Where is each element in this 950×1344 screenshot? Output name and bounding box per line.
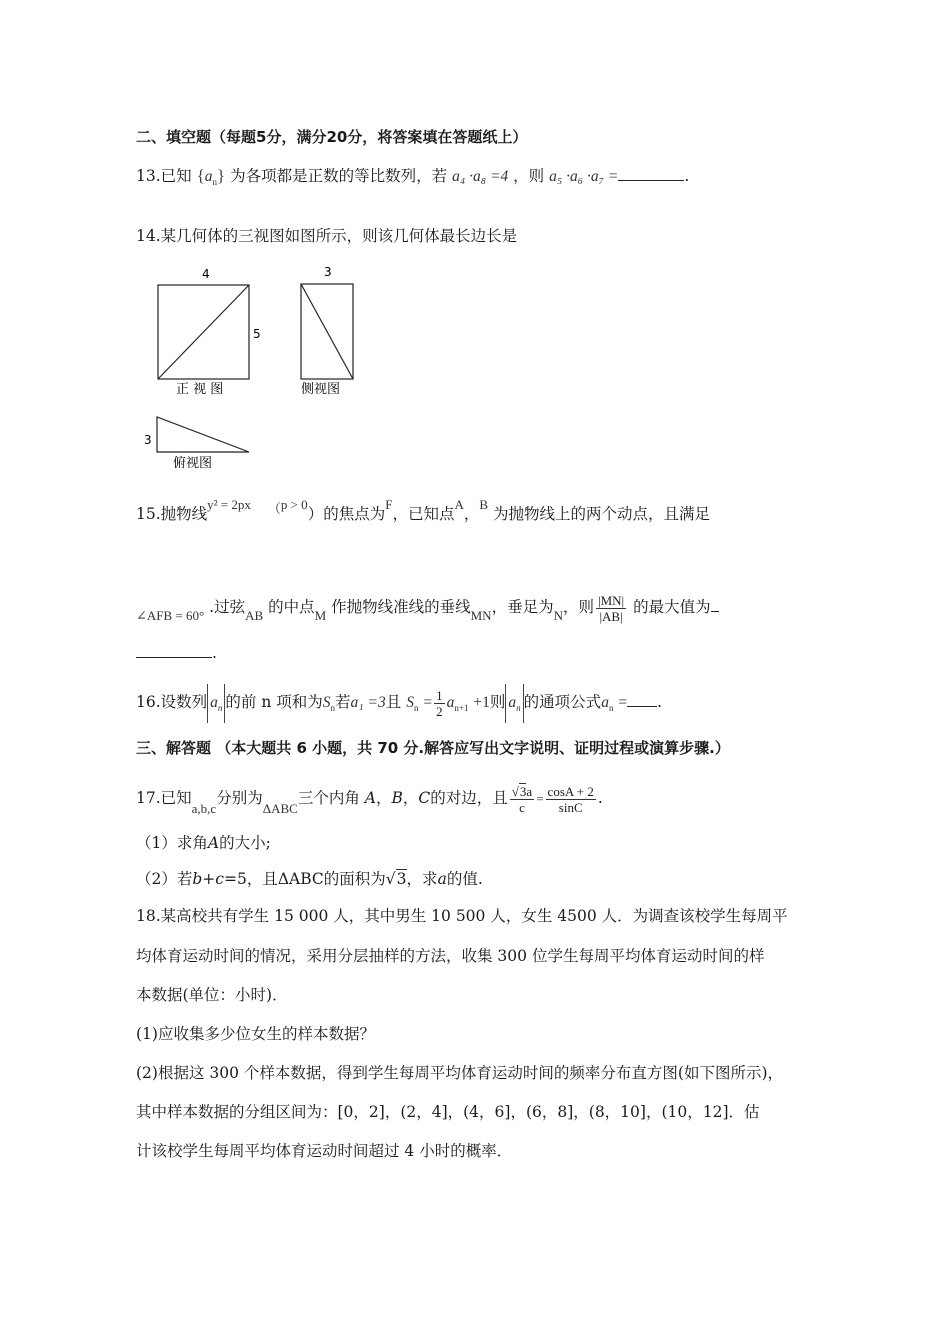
q16-Sn: S: [322, 694, 331, 711]
question-15-line3: [136, 643, 217, 663]
q17-abc: a,b,c: [191, 801, 217, 816]
q17-p2-eq: =5，且: [223, 870, 278, 888]
q13-target: a₅ ·a₆ ·a₇ =: [549, 168, 619, 185]
question-16: [136, 683, 662, 723]
q17-p2-var: a: [437, 870, 447, 888]
q16-t5: 则: [489, 693, 506, 711]
q17-t2: 分别为: [216, 789, 263, 807]
q17-rhs-den: sinC: [558, 799, 583, 815]
q13-text1: 为各项都是正数的等比数列，若: [230, 167, 448, 185]
q15-angle: ∠AFB = 60°: [136, 608, 205, 623]
q15-cond: p > 0: [280, 497, 308, 512]
q15-AB: AB: [245, 608, 264, 623]
q16-seq2-sub: n: [516, 703, 521, 713]
q15-end: .: [212, 644, 217, 662]
q15-ratio-num: |MN|: [598, 592, 625, 608]
q15-blank-b: [136, 657, 212, 658]
q17-eq: =: [536, 791, 544, 806]
q16-half-den: 2: [436, 703, 443, 719]
q17-lhs-root: 3: [519, 783, 527, 799]
three-view-figure: [140, 262, 380, 472]
q17-p2-c: ，求: [406, 870, 438, 888]
q16-answer-blank: [627, 706, 657, 707]
q16-end: .: [657, 693, 663, 711]
q13-answer-blank: [618, 180, 684, 181]
q17-end: .: [597, 789, 603, 807]
q15-A: A: [454, 497, 464, 512]
q18-line1: 18.某高校共有学生 15 000 人，其中男生 10 500 人，女生 4500 人．为调查该校学生每周平: [136, 907, 788, 925]
q16-Sn-sub: n: [330, 703, 335, 713]
q17-B: B: [391, 789, 403, 807]
question-14: 14.某几何体的三视图如图所示，则该几何体最长边长是: [136, 227, 518, 245]
question-17: [136, 778, 603, 819]
question-15-line2: [136, 588, 719, 627]
q18-line3: 本数据(单位：小时)．: [136, 986, 288, 1004]
q17-t4: 的对边，且: [430, 789, 508, 807]
q17-sep2: ，: [402, 789, 419, 807]
q15-N: N: [553, 608, 563, 623]
q17-C: C: [418, 789, 431, 807]
section2-heading: 二、填空题（每题5分，满分20分，将答案填在答题纸上）: [136, 128, 528, 146]
q17-part1: [136, 833, 271, 853]
q16-a1: a₁ =3: [350, 694, 386, 711]
q16-seq-a: a: [210, 694, 218, 711]
front-view-diagonal: [158, 285, 249, 379]
q15-ratio-den: |AB|: [599, 608, 623, 624]
question-13: [136, 166, 689, 188]
q16-seq: [207, 684, 225, 723]
q15-MN: MN: [470, 608, 492, 623]
q13-condition: a₄ ·a₈ =4: [452, 168, 509, 185]
front-view-caption: 正 视 图: [176, 382, 224, 397]
q15-B: B: [479, 497, 489, 512]
question-15-line1: [136, 495, 710, 534]
q18-line4: (1)应收集多少位女生的样本数据？: [136, 1025, 375, 1043]
q16-seq2-a: a: [508, 694, 517, 711]
q17-p2-a: （2）若: [136, 870, 193, 888]
q16-plus: +1: [473, 694, 490, 711]
q13-prefix: 13.已知: [136, 167, 192, 185]
q15-t7: ，则: [562, 598, 594, 616]
q17-t1: 17.已知: [136, 789, 192, 807]
q15-t6: ，垂足为: [491, 598, 554, 616]
q17-lhs-num: √3a: [511, 783, 533, 799]
q15-t1: ，已知点: [392, 505, 455, 523]
q16-t3: 若: [335, 693, 351, 711]
q17-rhs: [546, 784, 596, 815]
q13-end: .: [684, 167, 690, 185]
q15-t4: 的中点: [268, 598, 315, 616]
q17-part2: （2）若b+c=5，且ΔABC的面积为√3，求a的值.: [136, 870, 483, 888]
q16-seq-sub: n: [217, 703, 223, 713]
q16-t1: 16.设数列: [136, 693, 208, 711]
q16-Sn2-sub: n: [413, 703, 419, 713]
q13-seq: a: [204, 168, 213, 185]
q15-cond-close: ）的焦点为: [307, 505, 386, 523]
q18-line5: (2)根据这 300 个样本数据，得到学生每周平均体育运动时间的频率分布直方图(如下图所示)，: [136, 1064, 783, 1082]
q17-p2-tri: ΔABC: [277, 870, 324, 888]
q15-blank-a: [711, 611, 719, 612]
q16-an1-sub: n+1: [454, 703, 469, 713]
front-top-label: 4: [202, 267, 210, 281]
q16-half: [434, 688, 445, 719]
q13-seq-sub: n: [212, 177, 218, 187]
q16-seq2: [505, 684, 523, 723]
q17-triangle: ΔABC: [262, 801, 298, 816]
q13-seq-open: {: [196, 166, 205, 185]
section3-heading: 三、解答题 （本大题共 6 小题，共 70 分.解答应写出文字说明、证明过程或演算步骤.）: [136, 739, 730, 757]
q16-Sn2: S: [406, 694, 414, 711]
q17-p2-d: 的值.: [446, 870, 483, 888]
q15-prefix: 15.抛物线: [136, 505, 208, 523]
q15-t5: 作抛物线准线的垂线: [331, 598, 471, 616]
q15-parabola: y² = 2px: [207, 497, 251, 512]
q18-line7: 计该校学生每周平均体育运动时间超过 4 小时的概率．: [136, 1142, 513, 1160]
q17-sep1: ，: [375, 789, 392, 807]
q17-p2-root: 3: [396, 870, 407, 888]
q17-A: A: [364, 789, 376, 807]
q16-eq2: =: [618, 694, 628, 711]
front-side-label: 5: [253, 327, 261, 341]
q16-eq: =: [423, 694, 433, 711]
q15-cond-open: （: [267, 501, 281, 516]
q16-an-sub: n: [608, 703, 614, 713]
q15-t8: 的最大值为: [633, 598, 711, 616]
q16-an1: a: [446, 694, 455, 711]
q18-line6: 其中样本数据的分组区间为：[0，2]，(2，4]，(4，6]，(6，8]，(8，10]，(10，12]．估: [136, 1103, 760, 1121]
q17-p2-cond: b+c: [192, 870, 224, 888]
q15-M: M: [314, 608, 327, 623]
q17-p2-b: 的面积为: [323, 870, 386, 888]
q17-lhs-den: c: [519, 799, 525, 815]
side-view-diagonal: [301, 284, 353, 379]
q15-t2: 为抛物线上的两个动点，且满足: [492, 505, 710, 523]
q17-p1-a: （1）求角: [136, 834, 208, 852]
q13-seq-close: }: [217, 166, 226, 185]
q17-p1-b: 的大小;: [219, 834, 271, 852]
top-side-label: 3: [144, 433, 152, 447]
q16-t6: 的通项公式: [523, 693, 602, 711]
q13-text2: ，则: [513, 167, 545, 185]
q16-t2: 的前 n 项和为: [225, 693, 323, 711]
q16-half-num: 1: [436, 687, 443, 703]
q15-F: F: [385, 497, 393, 512]
top-view-caption: 俯视图: [173, 456, 213, 471]
top-view-triangle: [157, 417, 249, 452]
q17-lhs-var: a: [526, 783, 533, 799]
q17-t3: 三个内角: [297, 789, 360, 807]
q17-rhs-num: cosA + 2: [547, 783, 594, 799]
q17-p1-var: A: [207, 834, 220, 852]
q15-t3: .过弦: [209, 598, 246, 616]
q15-comma: ，: [463, 505, 480, 523]
q16-t4: 且: [385, 693, 402, 711]
q16-an: a: [601, 694, 609, 711]
side-top-label: 3: [324, 265, 332, 279]
side-view-caption: 侧视图: [301, 382, 341, 397]
q18-line2: 均体育运动时间的情况，采用分层抽样的方法，收集 300 位学生每周平均体育运动时间的样: [136, 947, 765, 965]
q15-ratio: [596, 593, 626, 624]
q17-lhs: [510, 784, 534, 815]
